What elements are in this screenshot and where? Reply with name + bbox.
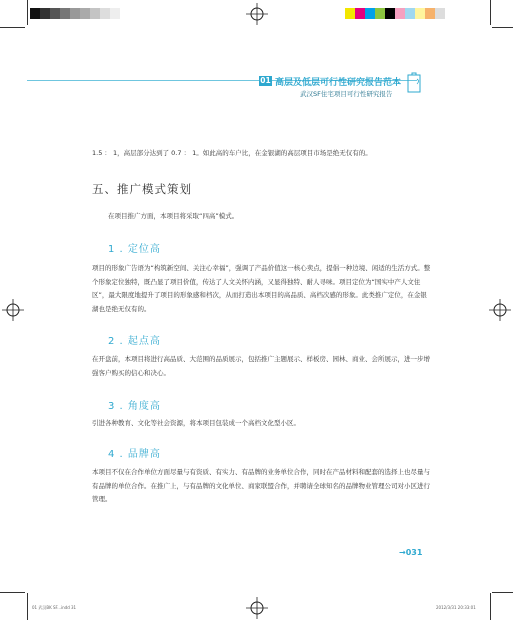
grayscale-print-bar: [30, 8, 130, 19]
subsection-paragraph: 本项目不仅在合作单位方面尽量与有资质、有实力、有品牌的业务单位合作，同时在产品材料和配套的选择上也尽量与有品牌的单位合作。在推广上，与有品牌的文化单位、商家联盟合作，并聘请全球知名的品牌物业管理公司对小区进行管理。: [92, 468, 430, 503]
color-swatch: [30, 8, 40, 19]
print-slug-date: 2012/3/31 20:33:01: [436, 605, 476, 610]
page-number: →031: [399, 548, 423, 557]
color-swatch: [70, 8, 80, 19]
trim-mark: [492, 27, 513, 28]
color-swatch: [405, 8, 415, 19]
color-swatch: [415, 8, 425, 19]
subsection-paragraph: 引进各种教育、文化等社会资源，将本项目包装成一个高档文化型小区。: [92, 419, 300, 427]
trim-mark: [490, 0, 491, 25]
subsection-heading: 3 . 角度高: [108, 401, 161, 412]
registration-mark-icon: [246, 597, 268, 619]
color-swatch: [50, 8, 60, 19]
color-swatch: [365, 8, 375, 19]
subsection-heading: 1 . 定位高: [108, 244, 161, 255]
running-header-subtitle: 武汉SF住宅项目可行性研究报告: [300, 90, 393, 98]
color-swatch: [385, 8, 395, 19]
color-swatch: [120, 8, 130, 19]
print-slug-file: 01 武汉BK SF...indd 31: [32, 605, 77, 610]
registration-mark-icon: [246, 3, 268, 25]
color-swatch: [90, 8, 100, 19]
color-print-bar: [345, 8, 445, 19]
color-swatch: [80, 8, 90, 19]
color-swatch: [435, 8, 445, 19]
intro-paragraph: 1.5 ： 1，高层部分达到了 0.7 ： 1。如此高的车户比，在金银湖的高层项目市场是绝无仅有的。: [92, 149, 372, 157]
subsection-paragraph: 项目的形象广告语为“构筑新空间、关注心幸福”，强调了产品价值这一核心卖点，提倡一种边境、闲适的生活方式。整个形象定位独特，既凸显了项目价值，传达了人文关怀内涵，又显得独特、耐人寻味。项目定位为“国实中产人文住区”，最大限度地提升了项目的形象感和档次，从而打造出本项目的高品质、高档次感的形象。此类推广定位，在金银湖也是绝无仅有的。: [92, 264, 431, 313]
chapter-badge: 01: [260, 76, 271, 85]
registration-mark-icon: [2, 299, 24, 321]
trim-mark: [27, 593, 28, 620]
color-swatch: [395, 8, 405, 19]
running-header-title: 高层及低层可行性研究报告范本: [275, 78, 402, 88]
color-swatch: [60, 8, 70, 19]
section-heading: 五、推广模式策划: [92, 182, 192, 196]
subsection-heading: 2 . 起点高: [108, 336, 161, 347]
color-swatch: [345, 8, 355, 19]
trim-mark: [490, 593, 491, 620]
subsection-paragraph: 在开盘前，本项目将进行高品质、大范围的品质展示，包括推广主题展示、样板房、园林、商业、会所展示，进一步增强客户购买的信心和决心。: [92, 355, 430, 377]
trim-mark: [492, 592, 513, 593]
registration-mark-icon: [489, 299, 511, 321]
color-swatch: [355, 8, 365, 19]
color-swatch: [40, 8, 50, 19]
trim-mark: [0, 27, 25, 28]
section-intro: 在项目推广方面，本项目将采取“四高”模式。: [108, 212, 239, 220]
subsection-heading: 4 . 品牌高: [108, 449, 161, 460]
color-swatch: [110, 8, 120, 19]
color-swatch: [375, 8, 385, 19]
color-swatch: [100, 8, 110, 19]
trim-mark: [0, 592, 25, 593]
header-ornament-icon: [404, 72, 424, 94]
color-swatch: [425, 8, 435, 19]
trim-mark: [27, 0, 28, 25]
